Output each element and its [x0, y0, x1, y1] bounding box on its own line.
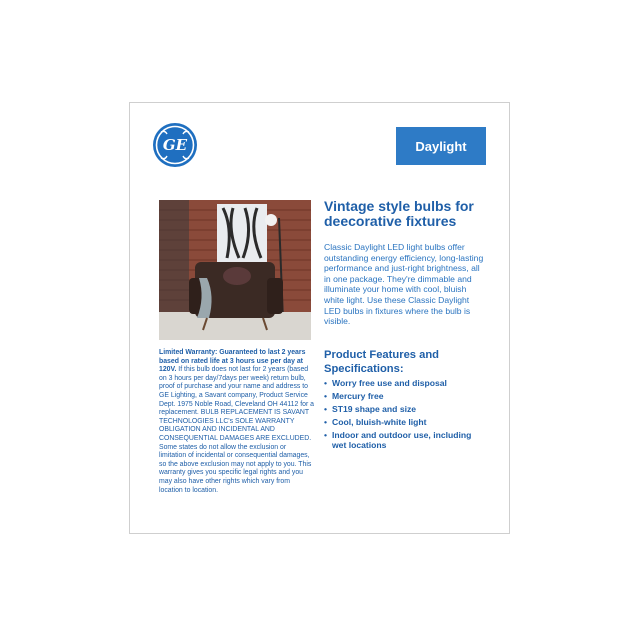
ge-logo — [152, 122, 198, 168]
warranty-lead: Limited Warranty: Guaranteed to last 2 years based on rated life at 3 hours use per day at 120V. — [159, 349, 306, 374]
product-headline: Vintage style bulbs for deecorative fixtures — [324, 198, 474, 229]
svg-text:GE: GE — [162, 136, 188, 154]
product-description: Classic Daylight LED light bulbs offer outstanding energy efficiency, long-lasting performance and just-right brightness, all in one package. They're dimmable and illuminate your home with cool, bluish white light. Use these Classic Daylight LED bulbs in fixtures where the bulb is visible. — [324, 242, 484, 327]
warranty-body: If this bulb does not last for 2 years (based on 3 hours per day/7days per week) return bulb, proof of purchase and your name and address to GE Lighting, a Savant company, Product Service Dept. 1975 Noble Road, Cleveland OH 44112 for a replacement. BULB REPLACEMENT IS SAVANT TECHNOLOGIES LLC's SOLE WARRANTY OBLIGATION AND INCIDENTAL AND CONSEQUENTIAL DAMAGES ARE EXCLUDED. Some states do not allow the exclusion or limitation of incidental or consequential damages, so the above exclusion may not apply to you. This warranty gives you specific legal rights and you may also have other rights which vary from location to location. — [159, 366, 315, 494]
list-item: • Indoor and outdoor use, including wet locations — [324, 430, 472, 450]
list-item: • Cool, bluish-white light — [324, 417, 427, 427]
daylight-badge: Daylight — [396, 127, 486, 165]
warranty-text — [159, 349, 315, 495]
features-title: Product Features and Specifications: — [324, 349, 440, 375]
list-item: • ST19 shape and size — [324, 404, 417, 414]
list-item: • Mercury free — [324, 391, 384, 401]
features-list — [324, 378, 484, 453]
list-item: • Worry free use and disposal — [324, 378, 447, 388]
product-photo — [159, 200, 311, 340]
